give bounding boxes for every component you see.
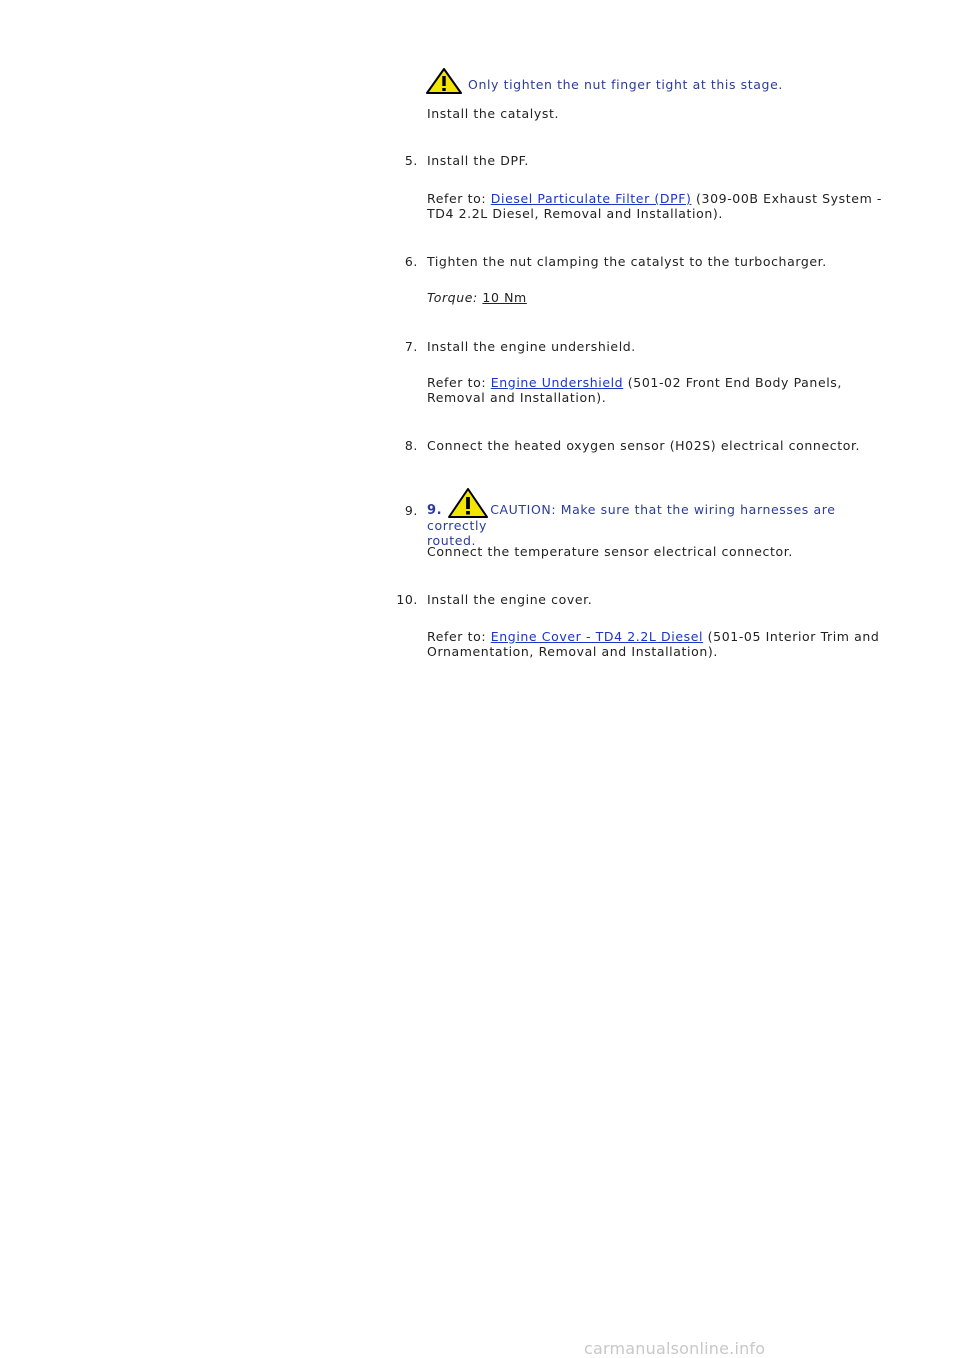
warning-triangle-icon (426, 68, 462, 94)
dpf-link[interactable]: Diesel Particulate Filter (DPF) (490, 191, 692, 206)
caution-text-2: routed. (427, 533, 477, 548)
refer-suffix: (501-02 Front End Body Panels, (623, 375, 842, 390)
intro-text: Install the catalyst. (427, 106, 560, 121)
torque-label: Torque: (427, 290, 478, 305)
refer-prefix: Refer to: (427, 191, 491, 206)
step-number: 7. (404, 339, 418, 354)
step-text: Connect the temperature sensor electrical connector. (427, 544, 793, 559)
step-text: Install the engine cover. (427, 592, 593, 607)
caution-triangle-icon (448, 488, 488, 518)
step-text: Install the DPF. (427, 153, 530, 168)
refer-suffix: (309-00B Exhaust System - (691, 191, 883, 206)
caution-note (427, 488, 887, 548)
caution-text: CAUTION: Make sure that the wiring harnesses are correctly (427, 502, 836, 533)
watermark: carmanualsonline.info (584, 1339, 766, 1358)
warning-note (426, 66, 783, 94)
refer-line-2: Ornamentation, Removal and Installation). (427, 644, 718, 659)
caution-number: 9. (427, 503, 443, 518)
torque-value: 10 Nm (482, 290, 527, 305)
refer-line (427, 191, 882, 206)
refer-line (427, 375, 842, 390)
engine-cover-link[interactable]: Engine Cover - TD4 2.2L Diesel (490, 629, 704, 644)
refer-line-2: TD4 2.2L Diesel, Removal and Installation). (427, 206, 723, 221)
step-number: 9. (404, 503, 418, 518)
refer-line-2: Removal and Installation). (427, 390, 607, 405)
step-number: 6. (404, 254, 418, 269)
step-number: 10. (396, 592, 418, 607)
warning-text: Only tighten the nut finger tight at this stage. (468, 77, 783, 92)
step-number: 5. (404, 153, 418, 168)
step-text: Tighten the nut clamping the catalyst to the turbocharger. (427, 254, 827, 269)
refer-line (427, 629, 879, 644)
step-text: Connect the heated oxygen sensor (H02S) electrical connector. (427, 438, 861, 453)
torque-line (427, 290, 527, 305)
refer-prefix: Refer to: (427, 375, 491, 390)
refer-prefix: Refer to: (427, 629, 491, 644)
engine-undershield-link[interactable]: Engine Undershield (490, 375, 624, 390)
step-text: Install the engine undershield. (427, 339, 636, 354)
step-number: 8. (404, 438, 418, 453)
refer-suffix: (501-05 Interior Trim and (703, 629, 880, 644)
